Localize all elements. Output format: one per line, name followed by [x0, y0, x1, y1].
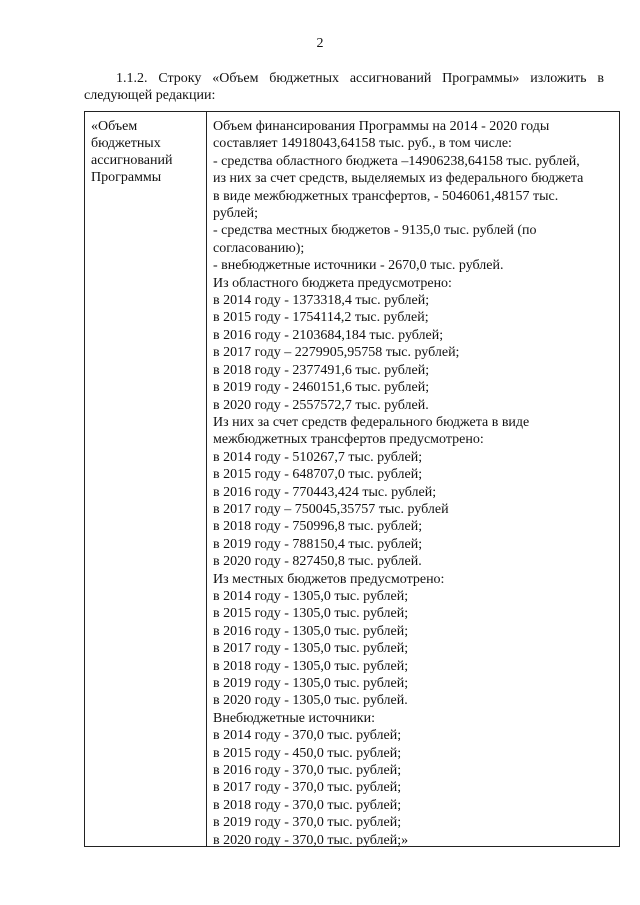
content-line: в 2017 году – 750045,35757 тыс. рублей	[213, 501, 449, 517]
content-line: Из них за счет средств федерального бюджета в виде	[213, 414, 530, 430]
row-label-line: бюджетных	[91, 136, 161, 151]
content-line: в 2015 году - 648707,0 тыс. рублей;	[213, 467, 423, 483]
content-line: в 2014 году - 510267,7 тыс. рублей;	[213, 449, 423, 465]
content-line: в 2019 году - 370,0 тыс. рублей;	[213, 815, 402, 831]
content-line: в 2014 году - 1373318,4 тыс. рублей;	[213, 293, 430, 309]
intro-line: следующей редакции:	[84, 88, 216, 103]
content-line: в 2018 году - 2377491,6 тыс. рублей;	[213, 362, 430, 378]
content-line: в 2020 году - 1305,0 тыс. рублей.	[213, 693, 408, 709]
intro-paragraph	[84, 70, 604, 104]
row-label-line: ассигнований	[91, 153, 173, 168]
content-line: - внебюджетные источники - 2670,0 тыс. рублей.	[213, 258, 504, 274]
content-line: в 2014 году - 1305,0 тыс. рублей;	[213, 588, 409, 604]
budget-table	[84, 111, 620, 847]
row-label-line: Программы	[91, 170, 162, 185]
column-divider	[206, 112, 207, 846]
content-line: - средства местных бюджетов - 9135,0 тыс. рублей (по	[213, 223, 537, 239]
content-line: из них за счет средств, выделяемых из федерального бюджета	[213, 171, 584, 187]
content-line: в 2018 году - 750996,8 тыс. рублей;	[213, 519, 423, 535]
content-line: в 2017 году - 370,0 тыс. рублей;	[213, 780, 402, 796]
row-content-cell	[213, 118, 615, 849]
content-line: межбюджетных трансфертов предусмотрено:	[213, 432, 484, 448]
intro-line: 1.1.2. Строку «Объем бюджетных ассигнований Программы» изложить в	[116, 71, 604, 86]
content-line: в 2016 году - 770443,424 тыс. рублей;	[213, 484, 437, 500]
row-label-line: «Объем	[91, 119, 138, 134]
content-line: в 2020 году - 370,0 тыс. рублей;»	[213, 832, 409, 848]
content-line: составляет 14918043,64158 тыс. руб., в том числе:	[213, 136, 512, 152]
content-line: в 2015 году - 1305,0 тыс. рублей;	[213, 606, 409, 622]
content-line: в 2020 году - 2557572,7 тыс. рублей.	[213, 397, 429, 413]
content-line: рублей;	[213, 206, 258, 222]
content-line: Внебюджетные источники:	[213, 710, 375, 726]
content-line: в 2016 году - 2103684,184 тыс. рублей;	[213, 327, 444, 343]
content-line: в 2017 году - 1305,0 тыс. рублей;	[213, 641, 409, 657]
content-line: в 2016 году - 1305,0 тыс. рублей;	[213, 623, 409, 639]
content-line: в 2020 году - 827450,8 тыс. рублей.	[213, 554, 422, 570]
content-line: в 2014 году - 370,0 тыс. рублей;	[213, 728, 402, 744]
content-line: в 2018 году - 1305,0 тыс. рублей;	[213, 658, 409, 674]
content-line: в 2019 году - 788150,4 тыс. рублей;	[213, 536, 423, 552]
content-line: в 2015 году - 450,0 тыс. рублей;	[213, 745, 402, 761]
content-line: Из местных бюджетов предусмотрено:	[213, 571, 445, 587]
content-line: - средства областного бюджета –14906238,64158 тыс. рублей,	[213, 153, 580, 169]
content-line: Из областного бюджета предусмотрено:	[213, 275, 452, 291]
content-line: в 2018 году - 370,0 тыс. рублей;	[213, 797, 402, 813]
content-line: Объем финансирования Программы на 2014 - 2020 годы	[213, 119, 550, 134]
page-number: 2	[316, 36, 324, 51]
content-line: согласованию);	[213, 240, 305, 256]
content-line: в 2015 году - 1754114,2 тыс. рублей;	[213, 310, 429, 326]
content-line: в 2019 году - 2460151,6 тыс. рублей;	[213, 380, 430, 396]
content-line: в 2019 году - 1305,0 тыс. рублей;	[213, 676, 409, 691]
row-label-cell	[91, 118, 203, 186]
content-line: в 2017 году – 2279905,95758 тыс. рублей;	[213, 345, 460, 361]
content-line: в виде межбюджетных трансфертов, - 5046061,48157 тыс.	[213, 188, 559, 204]
content-line: в 2016 году - 370,0 тыс. рублей;	[213, 763, 402, 779]
